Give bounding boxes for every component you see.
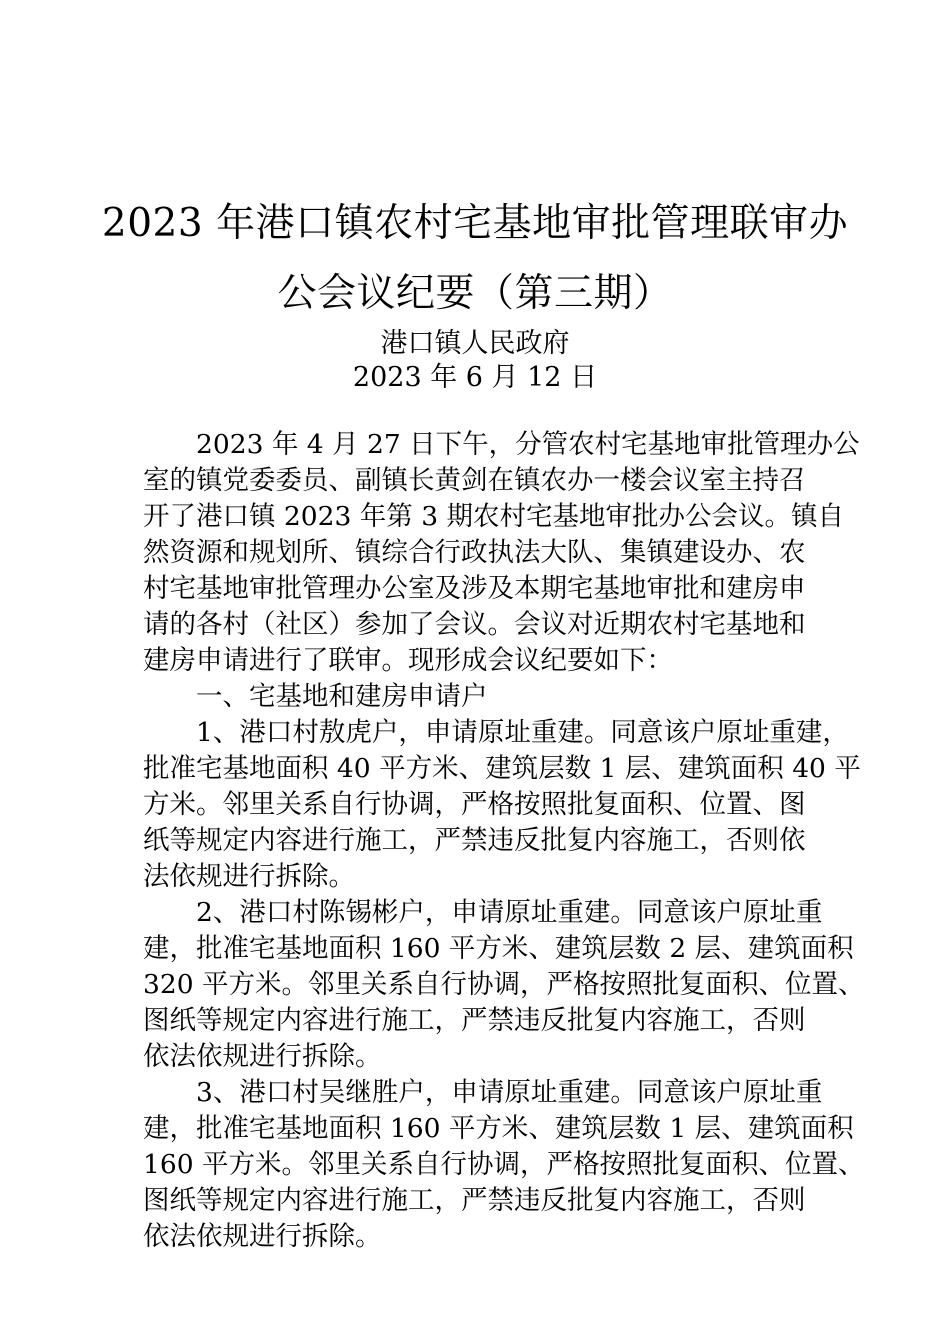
item-line: 图纸等规定内容进行施工，严禁违反批复内容施工，否则 bbox=[143, 1005, 806, 1036]
item-line: 纸等规定内容进行施工，严禁违反批复内容施工，否则依 bbox=[143, 825, 806, 856]
section-heading: 一、宅基地和建房申请户 bbox=[196, 681, 488, 712]
item-line: 建，批准宅基地面积 160 平方米、建筑层数 1 层、建筑面积 bbox=[143, 1113, 854, 1144]
paragraph-line: 开了港口镇 2023 年第 3 期农村宅基地审批办公会议。镇自 bbox=[143, 501, 844, 532]
item-line: 依法依规进行拆除。 bbox=[143, 1041, 382, 1072]
item-line: 法依规进行拆除。 bbox=[143, 861, 355, 892]
item-line: 图纸等规定内容进行施工，严禁违反批复内容施工，否则 bbox=[143, 1185, 806, 1216]
item-line: 批准宅基地面积 40 平方米、建筑层数 1 层、建筑面积 40 平 bbox=[143, 753, 861, 784]
paragraph-line: 2023 年 4 月 27 日下午，分管农村宅基地审批管理办公 bbox=[196, 429, 860, 460]
issue-date: 2023 年 6 月 12 日 bbox=[352, 362, 598, 393]
issuer-name: 港口镇人民政府 bbox=[380, 328, 570, 359]
paragraph-line: 村宅基地审批管理办公室及涉及本期宅基地审批和建房申 bbox=[143, 573, 806, 604]
document-title-line-2: 公会议纪要（第三期） bbox=[277, 271, 673, 316]
item-line: 3、港口村吴继胜户，申请原址重建。同意该户原址重 bbox=[196, 1077, 823, 1108]
item-line: 320 平方米。邻里关系自行协调，严格按照批复面积、位置、 bbox=[143, 969, 865, 1000]
item-line: 建，批准宅基地面积 160 平方米、建筑层数 2 层、建筑面积 bbox=[143, 933, 854, 964]
item-line: 160 平方米。邻里关系自行协调，严格按照批复面积、位置、 bbox=[143, 1149, 865, 1180]
paragraph-line: 然资源和规划所、镇综合行政执法大队、集镇建设办、农 bbox=[143, 537, 806, 568]
paragraph-line: 请的各村（社区）参加了会议。会议对近期农村宅基地和 bbox=[143, 609, 806, 640]
document-title-line-1: 2023 年港口镇农村宅基地审批管理联审办 bbox=[101, 201, 849, 246]
paragraph-line: 建房申请进行了联审。现形成会议纪要如下： bbox=[143, 645, 673, 676]
item-line: 2、港口村陈锡彬户，申请原址重建。同意该户原址重 bbox=[196, 897, 823, 928]
item-line: 依法依规进行拆除。 bbox=[143, 1221, 382, 1252]
document-body bbox=[143, 427, 865, 1255]
item-line: 方米。邻里关系自行协调，严格按照批复面积、位置、图 bbox=[143, 789, 806, 820]
item-line: 1、港口村敖虎户，申请原址重建。同意该户原址重建， bbox=[196, 717, 849, 748]
paragraph-line: 室的镇党委委员、副镇长黄剑在镇农办一楼会议室主持召 bbox=[143, 465, 806, 496]
